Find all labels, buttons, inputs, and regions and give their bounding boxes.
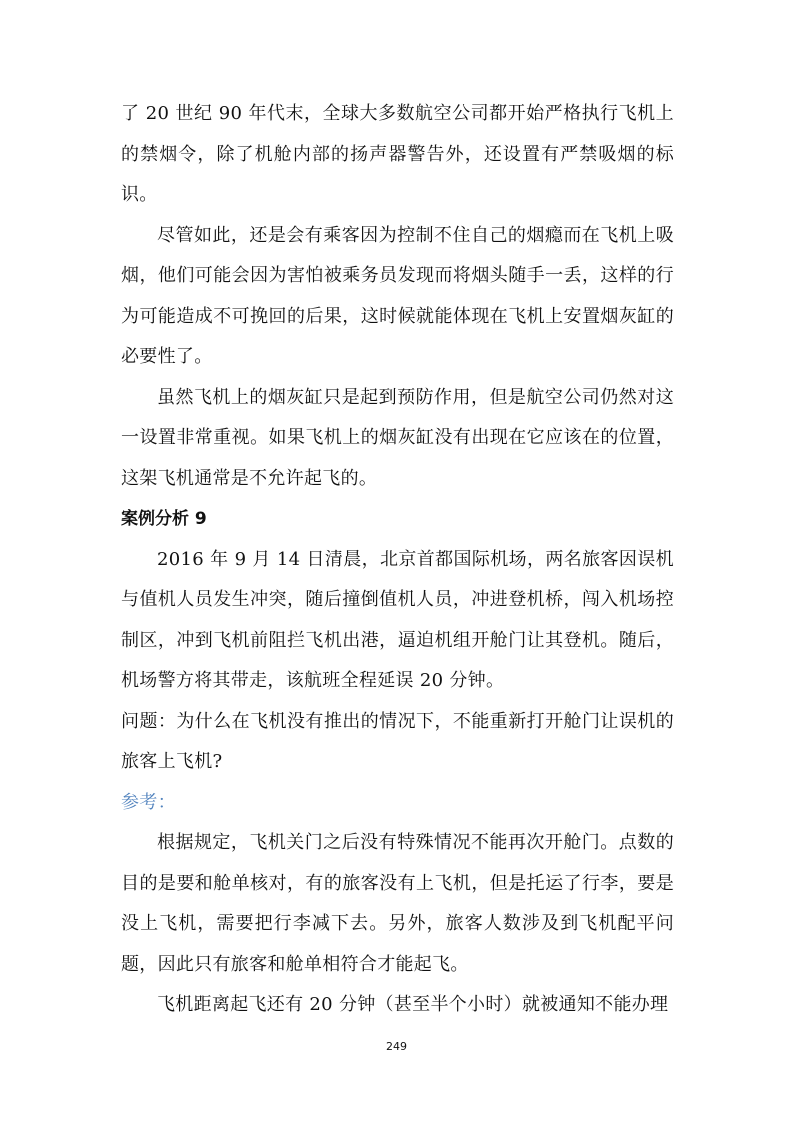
case-question: 问题：为什么在飞机没有推出的情况下，不能重新打开舱门让误机的旅客上飞机? xyxy=(121,710,674,772)
answer-paragraph-1: 根据规定，飞机关门之后没有特殊情况不能再次开舱门。点数的目的是要和舱单核对，有的旅客没有上飞机，但是托运了行李，要是没上飞机，需要把行李减下去。另外，旅客人数涉及到飞机配平问题，因此只有旅客和舱单相符合才能起飞。 xyxy=(121,832,674,975)
paragraph-smoking-ban: 了 20 世纪 90 年代末，全球大多数航空公司都开始严格执行飞机上的禁烟令，除了机舱内部的扬声器警告外，还设置有严禁吸烟的标识。 xyxy=(121,103,674,205)
reference-label: 参考： xyxy=(121,791,176,813)
paragraph-although: 虽然飞机上的烟灰缸只是起到预防作用，但是航空公司仍然对这一设置非常重视。如果飞机上的烟灰缸没有出现在它应该在的位置，这架飞机通常是不允许起飞的。 xyxy=(121,386,674,489)
paragraph-despite: 尽管如此，还是会有乘客因为控制不住自己的烟瘾而在飞机上吸烟，他们可能会因为害怕被乘务员发现而将烟头随手一丢，这样的行为可能造成不可挽回的后果，这时候就能体现在飞机上安置烟灰缸的必要性了。 xyxy=(121,224,674,367)
case-description: 2016 年 9 月 14 日清晨，北京首都国际机场，两名旅客因误机与值机人员发生冲突，随后撞倒值机人员，冲进登机桥，闯入机场控制区，冲到飞机前阻拦飞机出港，逼迫机组开舱门让其登机。随后，机场警方将其带走，该航班全程延误 20 分钟。 xyxy=(121,548,674,691)
page-content xyxy=(121,94,674,1026)
answer-paragraph-2: 飞机距离起飞还有 20 分钟（甚至半个小时）就被通知不能办理 xyxy=(157,994,669,1015)
page-number: 249 xyxy=(386,1040,407,1053)
case-heading: 案例分析 9 xyxy=(121,509,207,529)
